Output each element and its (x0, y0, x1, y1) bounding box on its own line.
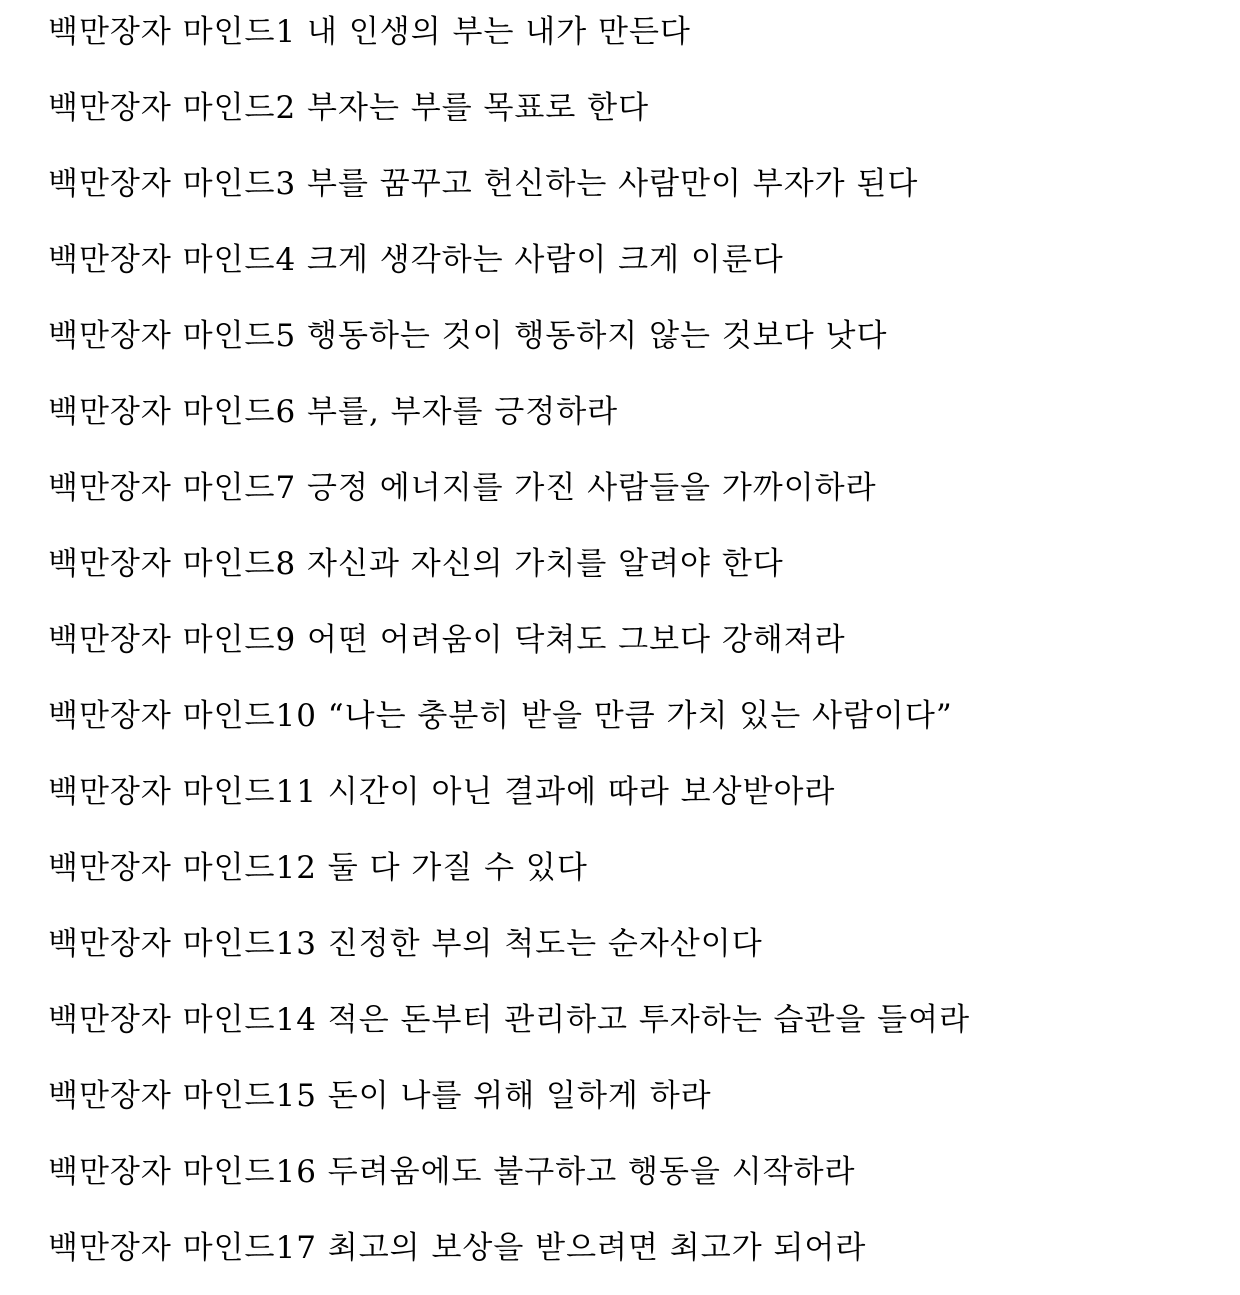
mind-line-2: 백만장자 마인드2 부자는 부를 목표로 한다 (48, 90, 650, 126)
mind-line-11: 백만장자 마인드11 시간이 아닌 결과에 따라 보상받아라 (48, 774, 836, 810)
mind-line-3: 백만장자 마인드3 부를 꿈꾸고 헌신하는 사람만이 부자가 된다 (48, 166, 919, 202)
mind-line-5: 백만장자 마인드5 행동하는 것이 행동하지 않는 것보다 낫다 (48, 318, 888, 354)
mind-line-14: 백만장자 마인드14 적은 돈부터 관리하고 투자하는 습관을 들여라 (48, 1002, 971, 1038)
mind-line-9: 백만장자 마인드9 어떤 어려움이 닥쳐도 그보다 강해져라 (48, 622, 846, 658)
mind-line-8: 백만장자 마인드8 자신과 자신의 가치를 알려야 한다 (48, 546, 784, 582)
mind-line-7: 백만장자 마인드7 긍정 에너지를 가진 사람들을 가까이하라 (48, 470, 877, 506)
mind-line-6: 백만장자 마인드6 부를, 부자를 긍정하라 (48, 394, 619, 430)
mind-line-13: 백만장자 마인드13 진정한 부의 척도는 순자산이다 (48, 926, 763, 962)
mind-line-10: 백만장자 마인드10 “나는 충분히 받을 만큼 가치 있는 사람이다” (48, 698, 953, 734)
mind-line-16: 백만장자 마인드16 두려움에도 불구하고 행동을 시작하라 (48, 1154, 856, 1190)
mind-line-17: 백만장자 마인드17 최고의 보상을 받으려면 최고가 되어라 (48, 1230, 867, 1266)
mind-line-1: 백만장자 마인드1 내 인생의 부는 내가 만든다 (48, 14, 691, 50)
mind-line-12: 백만장자 마인드12 둘 다 가질 수 있다 (48, 850, 588, 886)
mind-line-15: 백만장자 마인드15 돈이 나를 위해 일하게 하라 (48, 1078, 712, 1114)
mind-line-4: 백만장자 마인드4 크게 생각하는 사람이 크게 이룬다 (48, 242, 784, 278)
